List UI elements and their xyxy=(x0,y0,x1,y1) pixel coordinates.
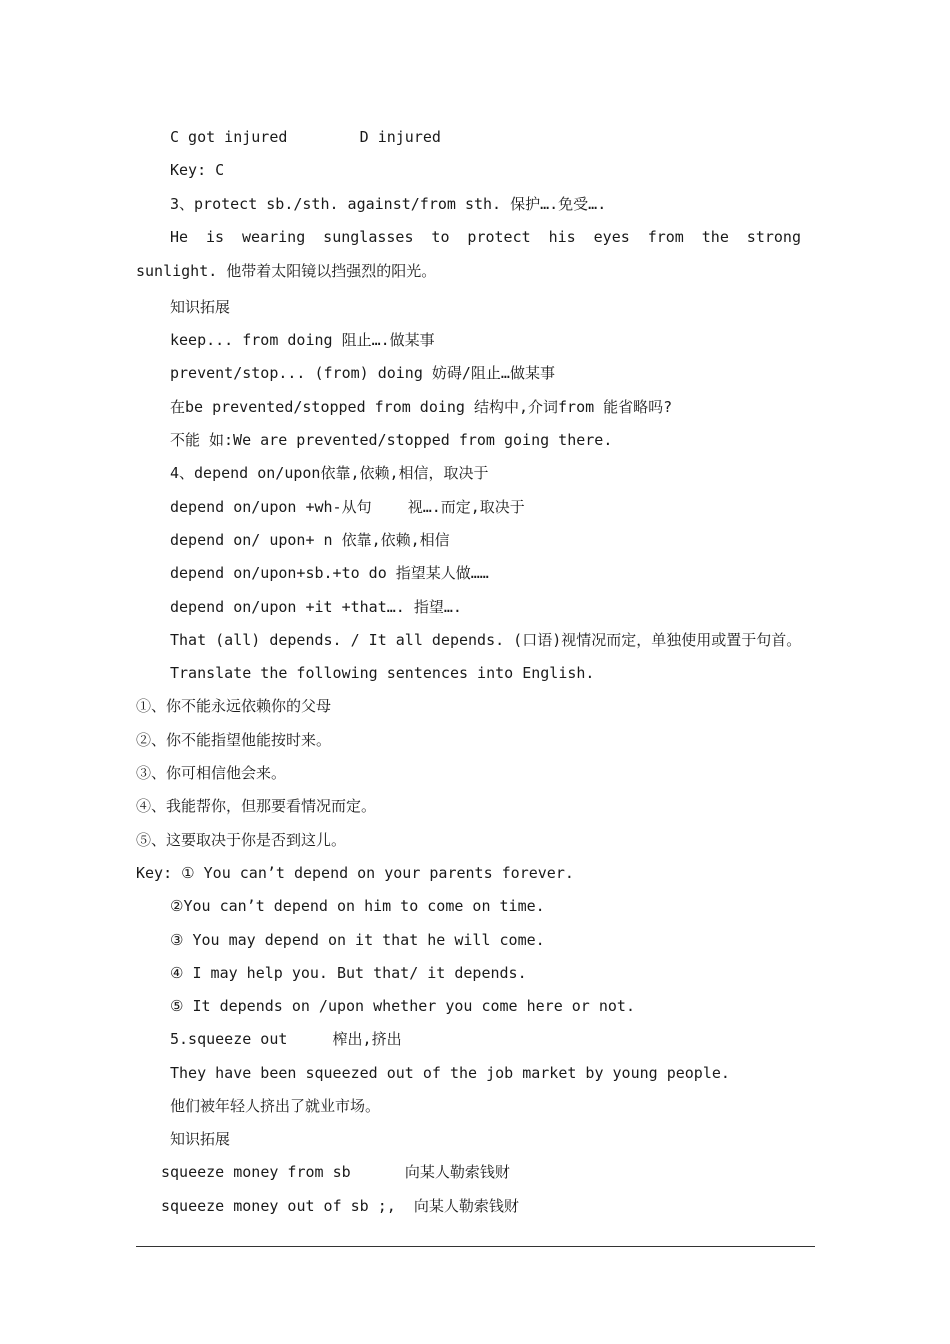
answer-line: Key: ① You can’t depend on your parents forever. xyxy=(136,864,574,882)
text-line: squeeze money out of sb ;, 向某人勒索钱财 xyxy=(161,1197,519,1215)
answer-line: ③ You may depend on it that he will come. xyxy=(170,931,545,949)
exercise-item: ④、我能帮你，但那要看情况而定。 xyxy=(136,797,377,815)
answer-line: ②You can’t depend on him to come on time. xyxy=(170,897,545,915)
text-line: depend on/upon+sb.+to do 指望某人做…… xyxy=(170,564,489,582)
exercise-item: ②、你不能指望他能按时来。 xyxy=(136,731,332,749)
text-line: depend on/upon +wh-从句 视….而定,取决于 xyxy=(170,498,525,516)
text-line: 3、protect sb./sth. against/from sth. 保护….免受…. xyxy=(170,195,607,213)
text-line: depend on/ upon+ n 依靠,依赖,相信 xyxy=(170,531,450,549)
text-line: prevent/stop... (from) doing 妨碍/阻止…做某事 xyxy=(170,364,555,382)
answer-line: ④ I may help you. But that/ it depends. xyxy=(170,964,527,982)
exercise-item: ③、你可相信他会来。 xyxy=(136,764,287,782)
section-heading: 知识拓展 xyxy=(170,1130,231,1148)
exercise-item: ①、你不能永远依赖你的父母 xyxy=(136,697,332,715)
section-heading: 知识拓展 xyxy=(170,298,231,316)
answer-line: ⑤ It depends on /upon whether you come here or not. xyxy=(170,997,635,1015)
exercise-item: ⑤、这要取决于你是否到这儿。 xyxy=(136,831,347,849)
text-line: Key: C xyxy=(170,161,225,179)
text-line: They have been squeezed out of the job market by young people. xyxy=(170,1064,730,1082)
text-line: C got injured D injured xyxy=(170,128,441,146)
text-line: 不能 如:We are prevented/stopped from going there. xyxy=(170,431,613,449)
text-line: Translate the following sentences into English. xyxy=(170,664,595,682)
text-line: 5.squeeze out 榨出,挤出 xyxy=(170,1030,402,1048)
text-line: depend on/upon +it +that…. 指望…. xyxy=(170,598,462,616)
text-line: 4、depend on/upon依靠,依赖,相信，取决于 xyxy=(170,464,489,482)
text-line: keep... from doing 阻止….做某事 xyxy=(170,331,435,349)
footer-rule xyxy=(136,1246,815,1247)
text-line: 他们被年轻人挤出了就业市场。 xyxy=(170,1097,381,1115)
text-line: That (all) depends. / It all depends. (口语)视情况而定，单独使用或置于句首。 xyxy=(170,631,802,649)
text-paragraph: He is wearing sunglasses to protect his eyes from the strong sunlight. 他带着太阳镜以挡强烈的阳光。 xyxy=(136,228,801,280)
text-line: squeeze money from sb 向某人勒索钱财 xyxy=(161,1163,510,1181)
text-line: 在be prevented/stopped from doing 结构中,介词from 能省略吗? xyxy=(170,398,673,416)
